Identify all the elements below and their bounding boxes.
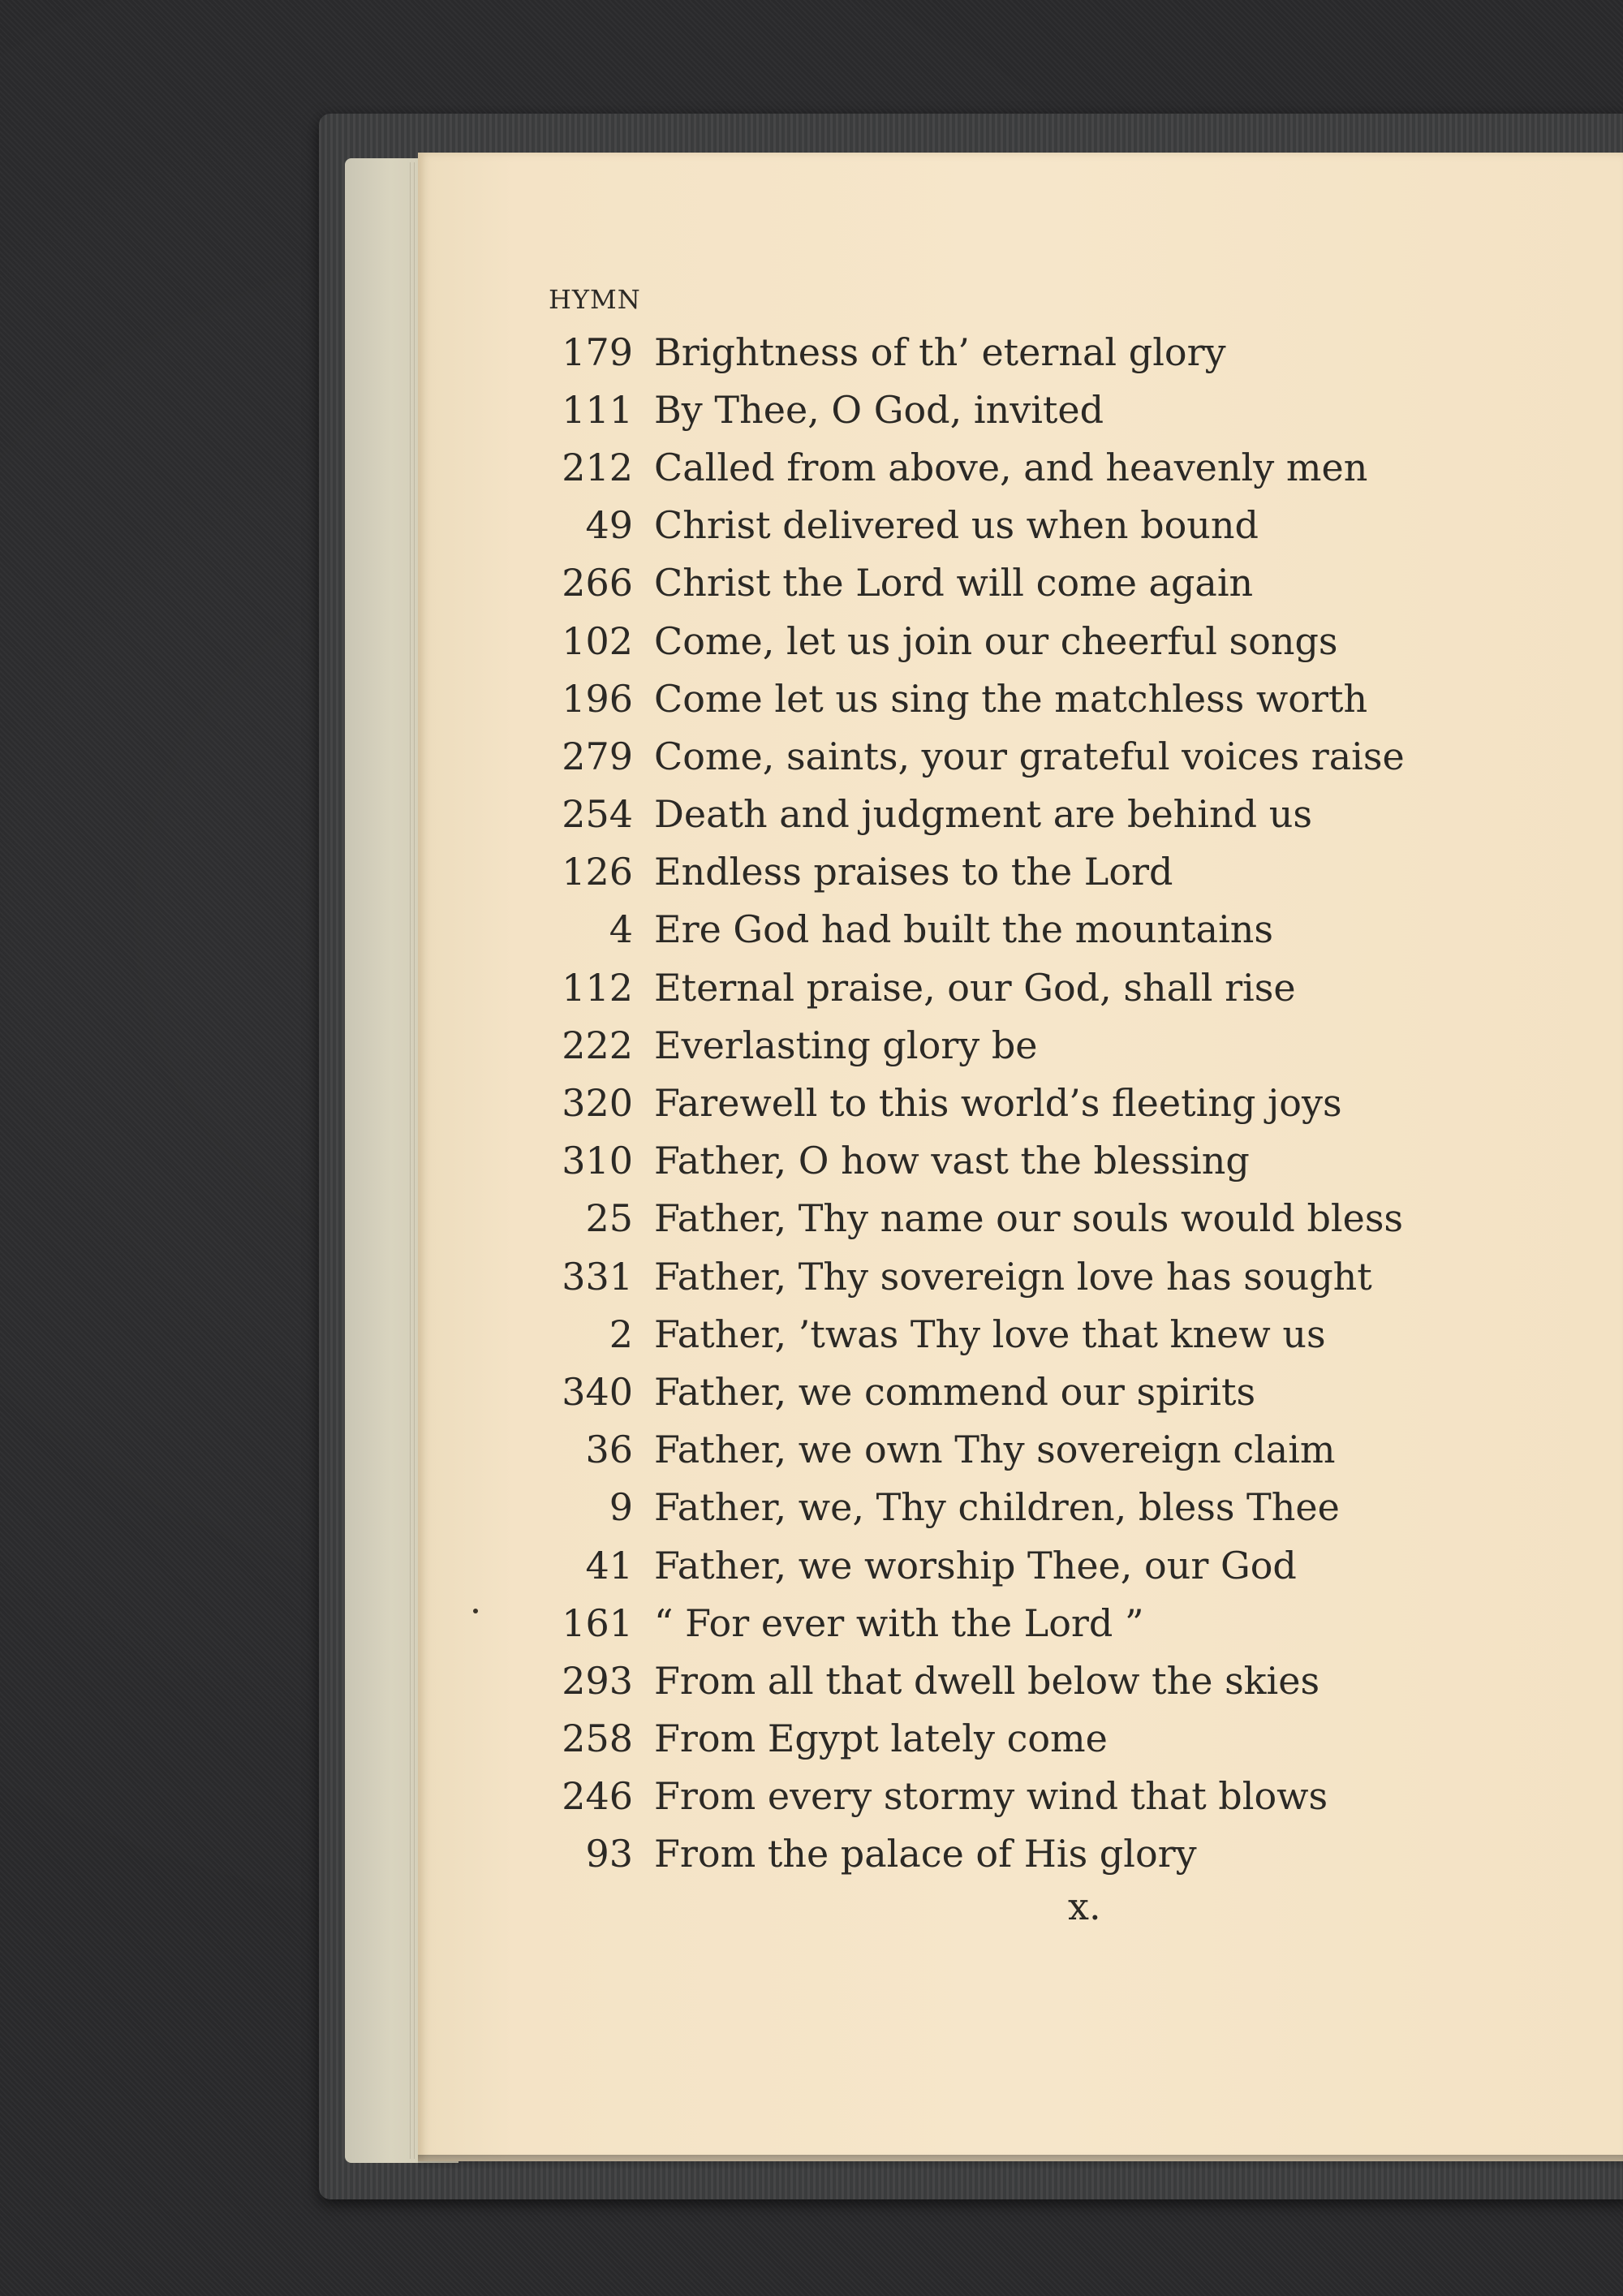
hymn-title: Eternal praise, our God, shall rise bbox=[654, 965, 1296, 1010]
list-item bbox=[536, 901, 1607, 958]
list-item bbox=[536, 1594, 1607, 1652]
hymn-title: Father, Thy name our souls would bless bbox=[654, 1196, 1404, 1241]
hymn-title: Death and judgment are behind us bbox=[654, 792, 1312, 837]
hymn-number: 258 bbox=[562, 1717, 633, 1761]
hymn-title: From every stormy wind that blows bbox=[654, 1774, 1328, 1819]
hymn-number: 196 bbox=[562, 676, 633, 721]
hymn-number: 102 bbox=[562, 618, 633, 663]
list-item bbox=[536, 1652, 1607, 1709]
list-item bbox=[536, 1479, 1607, 1536]
hymn-title: Father, ’twas Thy love that knew us bbox=[654, 1312, 1326, 1356]
list-item bbox=[536, 381, 1607, 438]
page-bottom-shadow bbox=[418, 2155, 1623, 2169]
list-item bbox=[536, 1363, 1607, 1420]
page-number: x. bbox=[1068, 1885, 1101, 1928]
list-item bbox=[536, 612, 1607, 670]
hymn-number: 179 bbox=[562, 330, 633, 374]
hymn-number: 293 bbox=[562, 1658, 633, 1703]
list-item bbox=[536, 1421, 1607, 1479]
hymn-title: From Egypt lately come bbox=[654, 1717, 1108, 1761]
list-item bbox=[536, 1016, 1607, 1074]
hymn-title: By Thee, O God, invited bbox=[654, 387, 1104, 432]
list-item bbox=[536, 1190, 1607, 1247]
hymn-number: 111 bbox=[562, 387, 633, 432]
list-item bbox=[536, 727, 1607, 785]
list-item bbox=[536, 1247, 1607, 1305]
list-item bbox=[536, 670, 1607, 727]
hymn-index-list bbox=[536, 323, 1607, 1883]
list-item bbox=[536, 554, 1607, 612]
hymn-title: Farewell to this world’s fleeting joys bbox=[654, 1081, 1342, 1126]
hymn-title: From all that dwell below the skies bbox=[654, 1658, 1320, 1703]
hymn-title: From the palace of His glory bbox=[654, 1832, 1197, 1876]
hymn-title: Come let us sing the matchless worth bbox=[654, 676, 1368, 721]
list-item bbox=[536, 786, 1607, 843]
hymn-title: Brightness of th’ eternal glory bbox=[654, 330, 1226, 374]
hymn-number: 222 bbox=[562, 1023, 633, 1067]
hymn-title: Come, saints, your grateful voices raise bbox=[654, 734, 1405, 778]
list-item bbox=[536, 1074, 1607, 1131]
list-item bbox=[536, 843, 1607, 901]
hymn-number: 36 bbox=[585, 1428, 633, 1472]
hymn-number: 126 bbox=[562, 850, 633, 894]
hymn-title: Father, we, Thy children, bless Thee bbox=[654, 1485, 1340, 1530]
ink-speck bbox=[473, 1609, 478, 1613]
hymn-title: Father, Thy sovereign love has sought bbox=[654, 1254, 1372, 1299]
list-item bbox=[536, 1768, 1607, 1825]
hymn-title: Father, we worship Thee, our God bbox=[654, 1543, 1297, 1587]
hymn-number: 246 bbox=[562, 1774, 633, 1819]
hymn-title: Father, O how vast the blessing bbox=[654, 1139, 1250, 1183]
list-item bbox=[536, 958, 1607, 1016]
hymn-title: Father, we own Thy sovereign claim bbox=[654, 1428, 1336, 1472]
hymn-title: Endless praises to the Lord bbox=[654, 850, 1173, 894]
hymn-number: 266 bbox=[562, 561, 633, 605]
hymn-title: Ere God had built the mountains bbox=[654, 907, 1274, 952]
hymn-number: 41 bbox=[585, 1543, 633, 1587]
hymn-number: 161 bbox=[562, 1600, 633, 1645]
hymn-title: Everlasting glory be bbox=[654, 1023, 1038, 1067]
hymn-number: 25 bbox=[585, 1196, 633, 1241]
list-item bbox=[536, 1710, 1607, 1768]
list-item bbox=[536, 1132, 1607, 1190]
hymn-title: Christ delivered us when bound bbox=[654, 503, 1259, 548]
list-item bbox=[536, 1305, 1607, 1363]
hymn-number: 340 bbox=[562, 1369, 633, 1414]
hymn-title: Called from above, and heavenly men bbox=[654, 445, 1368, 489]
hymn-number: 254 bbox=[562, 792, 633, 837]
hymn-title: Christ the Lord will come again bbox=[654, 561, 1254, 605]
list-item bbox=[536, 323, 1607, 381]
list-item bbox=[536, 1536, 1607, 1594]
hymn-number: 212 bbox=[562, 445, 633, 489]
hymn-number: 2 bbox=[609, 1312, 633, 1356]
hymn-number: 279 bbox=[562, 734, 633, 778]
hymn-number: 112 bbox=[562, 965, 633, 1010]
list-item bbox=[536, 438, 1607, 496]
list-item bbox=[536, 1825, 1607, 1883]
hymn-number: 49 bbox=[585, 503, 633, 548]
hymn-number: 9 bbox=[609, 1485, 633, 1530]
hymn-number: 93 bbox=[585, 1832, 633, 1876]
column-heading: HYMN bbox=[549, 284, 641, 315]
hymn-title: “ For ever with the Lord ” bbox=[654, 1600, 1144, 1645]
hymn-number: 310 bbox=[562, 1139, 633, 1183]
hymn-title: Come, let us join our cheerful songs bbox=[654, 618, 1338, 663]
list-item bbox=[536, 497, 1607, 554]
hymn-number: 320 bbox=[562, 1081, 633, 1126]
hymn-number: 331 bbox=[562, 1254, 633, 1299]
hymn-number: 4 bbox=[609, 907, 633, 952]
hymn-title: Father, we commend our spirits bbox=[654, 1369, 1256, 1414]
